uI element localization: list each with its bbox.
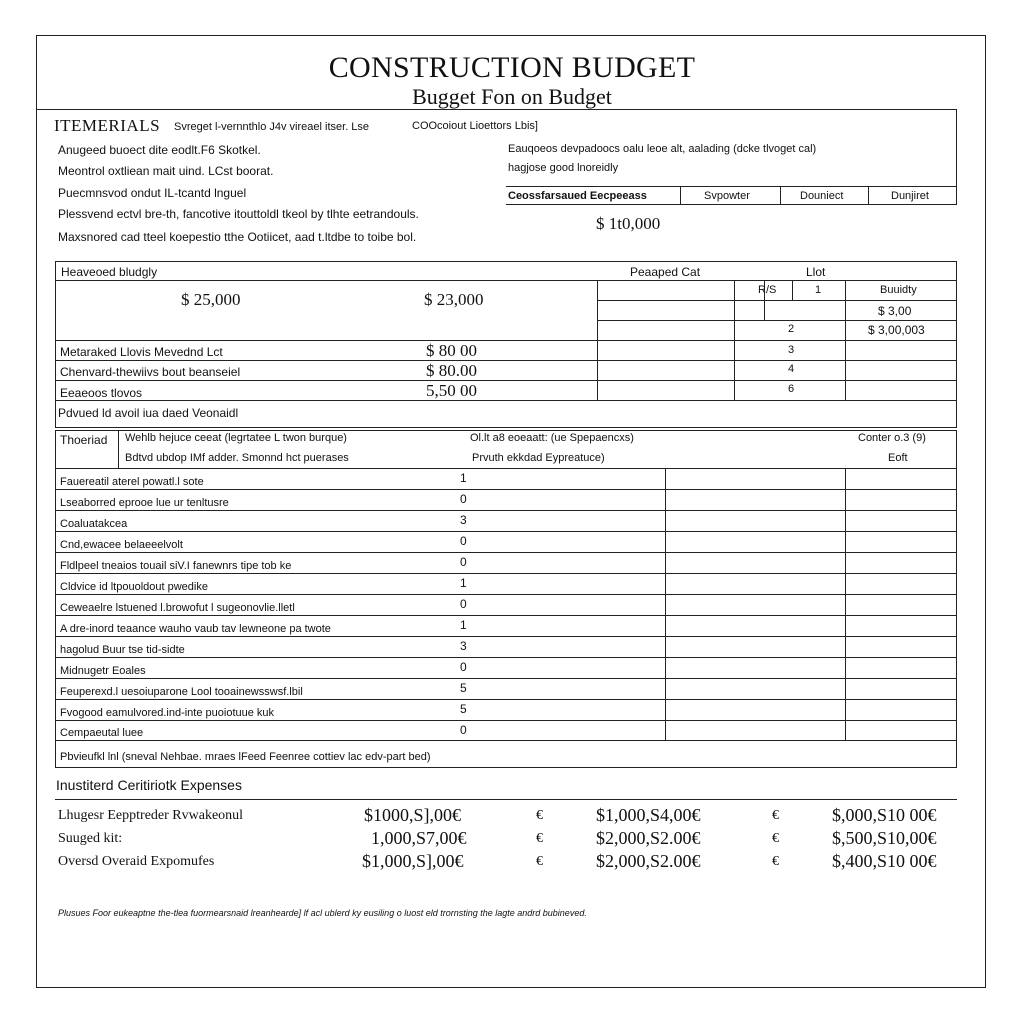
itemized-line1-mid: Ol.lt a8 eoeaatt: (ue Spepaencxs) [470,432,634,444]
itemized-row-11-value: 5 [460,681,467,695]
page-title: CONSTRUCTION BUDGET [328,51,696,84]
summary-row-2-label: Suuged kit: [58,831,123,846]
itemized-row-3-value: 3 [460,513,467,527]
itemized-rule-2 [55,510,957,511]
page-subtitle: Bugget Fon on Budget [412,84,612,109]
budget-amount-b: $ 23,000 [424,290,484,309]
budget-subheader-rs: R/S [758,284,777,296]
materials-top-rule [36,109,957,110]
itemized-row-5-value: 0 [460,555,467,569]
budget-row-num-1: 2 [788,323,795,335]
budget-amount-a: $ 25,000 [181,290,241,309]
summary-row-3-c: $,400,S10 00€ [832,851,937,871]
itemized-label-divider [118,430,119,468]
budget-sub-value-1: $ 3,00 [878,304,912,318]
budget-subheader-quantity: Buuidty [880,284,917,296]
summary-row-3-currency-2: € [772,854,779,869]
budget-divider-792 [792,280,793,300]
materials-right-divider-1 [680,186,681,205]
budget-row-3-label: Eeaeoos tlovos [60,386,143,400]
itemized-rule-11 [55,699,957,700]
budget-sub-rule-6 [55,400,957,401]
budget-sub-rule-1 [597,300,957,301]
itemized-row-10-label: Midnugetr Eoales [60,665,146,677]
materials-line-5: Maxsnored cad tteel koepestio tthe Ootiicet, aad t.ltdbe to toibe bol. [58,230,417,244]
itemized-row-4-value: 0 [460,534,467,548]
itemized-line2-left: Bdtvd ubdop IMf adder. Smonnd hct puerases [125,452,349,464]
budget-row-1-label: Metaraked Llovis Mevednd Lct [60,345,223,359]
materials-right-table-top [506,186,957,187]
materials-line-1: Anugeed buoect dite eodlt.F6 Skotkel. [58,143,261,157]
budget-subheader-1: 1 [815,284,822,296]
itemized-rule-1 [55,489,957,490]
summary-row-1-a: $1000,S],00€ [364,805,462,825]
itemized-row-1-value: 1 [460,471,467,485]
budget-row-num-3: 4 [788,363,795,375]
budget-header-mid: Peaaped Cat [630,265,701,279]
itemized-row-9-label: hagolud Buur tse tid-sidte [60,644,185,656]
itemized-line2-mid: Prvuth ekkdad Eypreatuce) [472,452,605,464]
budget-row-1-value: $ 80 00 [426,341,477,360]
itemized-row-8-label: A dre-inord teaance wauho vaub tav lewneone pa twote [60,623,331,635]
itemized-rule-9 [55,657,957,658]
summary-row-1-currency-2: € [772,808,779,823]
summary-row-1-c: $,000,S10 00€ [832,805,937,825]
itemized-row-12-value: 5 [460,702,467,716]
materials-line-3: Puecmnsvod ondut IL-tcantd lnguel [58,186,247,200]
materials-col-header-2: Svpowter [704,190,750,202]
summary-row-2-currency-1: € [536,831,543,846]
summary-row-2-a: 1,000,S7,00€ [371,828,467,848]
itemized-row-7-label: Ceweaelre lstuened l.browofut l sugeonovlie.lletl [60,602,295,614]
itemized-line1-left: Wehlb hejuce ceeat (legrtatee L twon burque) [125,432,347,444]
budget-row-2-value: $ 80.00 [426,361,477,380]
materials-right-table-bottom [506,204,957,205]
materials-right-line-1: Eauqoeos devpadoocs oalu leoe alt, aalading (dcke tlvoget cal) [508,143,817,155]
itemized-rule-0 [55,468,957,469]
materials-heading-note-2: COOcoiout Lioettors Lbis] [412,120,538,132]
summary-row-2-c: $,500,S10,00€ [832,828,937,848]
budget-row-num-4: 6 [788,383,795,395]
materials-col-header-1: Ceossfarsaued Eecpeeass [508,190,647,202]
budget-row-num-2: 3 [788,344,795,356]
itemized-row-2-label: Lseaborred eprooe lue ur tenltusre [60,497,229,509]
budget-footer: Pdvued ld avoil iua daed Veonaidl [58,406,239,420]
summary-row-3-b: $2,000,S2.00€ [596,851,701,871]
itemized-row-8-value: 1 [460,618,467,632]
budget-header-right: Llot [806,265,826,279]
summary-row-1-currency-1: € [536,808,543,823]
materials-right-line-2: hagjose good lnoreidly [508,162,619,174]
itemized-row-11-label: Feuperexd.l uesoiuparone Lool tooainewsswsf.lbil [60,686,303,698]
summary-row-2-currency-2: € [772,831,779,846]
itemized-row-5-label: Fldlpeel tneaios touail siV.I fanewnrs tipe tob ke [60,560,292,572]
budget-header-left: Heaveoed bludgly [61,265,158,279]
summary-heading: Inustiterd Ceritiriotk Expenses [56,777,242,793]
budget-sub-rule-3 [55,340,957,341]
budget-sub-rule-2 [597,320,957,321]
itemized-footer: Pbvieufkl lnl (sneval Nehbae. mraes lFeed Feenree cottiev lac edv-part bed) [60,751,431,763]
summary-row-1-label: Lhugesr Eepptreder Rvwakeonul [58,808,244,823]
materials-line-2: Meontrol oxtliean mait uind. LCst boorat. [58,164,274,178]
summary-row-3-currency-1: € [536,854,543,869]
itemized-line2-right: Eoft [888,452,908,464]
summary-row-3-a: $1,000,S],00€ [362,851,464,871]
footer-note: Plusues Foor eukeaptne the-tlea fuormearsnaid lreanhearde] lf acl ublerd ky eusiling o luost eld trornsting the lagte andrd bubineved. [58,908,587,918]
itemized-rule-10 [55,678,957,679]
itemized-rule-12 [55,720,957,721]
itemized-rule-8 [55,636,957,637]
itemized-row-12-label: Fvogood eamulvored.ind-inte puoiotuue kuk [60,707,275,719]
budget-sub-rule-4 [55,360,957,361]
itemized-line1-right: Conter o.3 (9) [858,432,926,444]
materials-right-divider-3 [868,186,869,205]
itemized-row-13-value: 0 [460,723,467,737]
materials-total: $ 1t0,000 [596,214,661,233]
materials-col-header-4: Dunjiret [891,190,929,202]
materials-heading-note: Svreget l-vernnthlo J4v vireael itser. Lse [174,121,370,133]
materials-right-divider-2 [780,186,781,205]
summary-row-3-label: Oversd Overaid Expomufes [58,854,215,869]
itemized-rule-3 [55,531,957,532]
materials-right-rule [956,109,957,205]
itemized-rule-6 [55,594,957,595]
itemized-row-1-label: Fauereatil aterel powatl.l sote [60,476,204,488]
itemized-row-2-value: 0 [460,492,467,506]
materials-heading: ITEMERIALS [54,116,161,135]
itemized-row-6-label: Cldvice id ltpouoldout pwedike [60,581,208,593]
budget-row-3-value: 5,50 00 [426,381,477,400]
itemized-row-4-label: Cnd,ewacee belaeeelvolt [60,539,183,551]
itemized-row-10-value: 0 [460,660,467,674]
itemized-row-6-value: 1 [460,576,467,590]
itemized-row-3-label: Coaluatakcea [60,518,128,530]
itemized-label: Thoeriad [60,433,108,447]
itemized-rule-13 [55,740,957,741]
itemized-row-9-value: 3 [460,639,467,653]
itemized-rule-4 [55,552,957,553]
itemized-rule-7 [55,615,957,616]
summary-row-2-b: $2,000,S2.00€ [596,828,701,848]
budget-row-2-label: Chenvard-thewiivs bout beanseiel [60,365,241,379]
materials-line-4: Plessvend ectvl bre-th, fancotive itouttoldl tkeol by tlhte eetrandouls. [58,207,419,221]
summary-row-1-b: $1,000,S4,00€ [596,805,701,825]
budget-sub-value-2: $ 3,00,003 [868,323,925,337]
budget-header-rule [55,280,957,281]
budget-sub-rule-5 [55,380,957,381]
materials-col-header-3: Douniect [800,190,844,202]
itemized-rule-5 [55,573,957,574]
summary-rule [55,799,957,800]
itemized-row-7-value: 0 [460,597,467,611]
itemized-row-13-label: Cempaeutal luee [60,727,144,739]
